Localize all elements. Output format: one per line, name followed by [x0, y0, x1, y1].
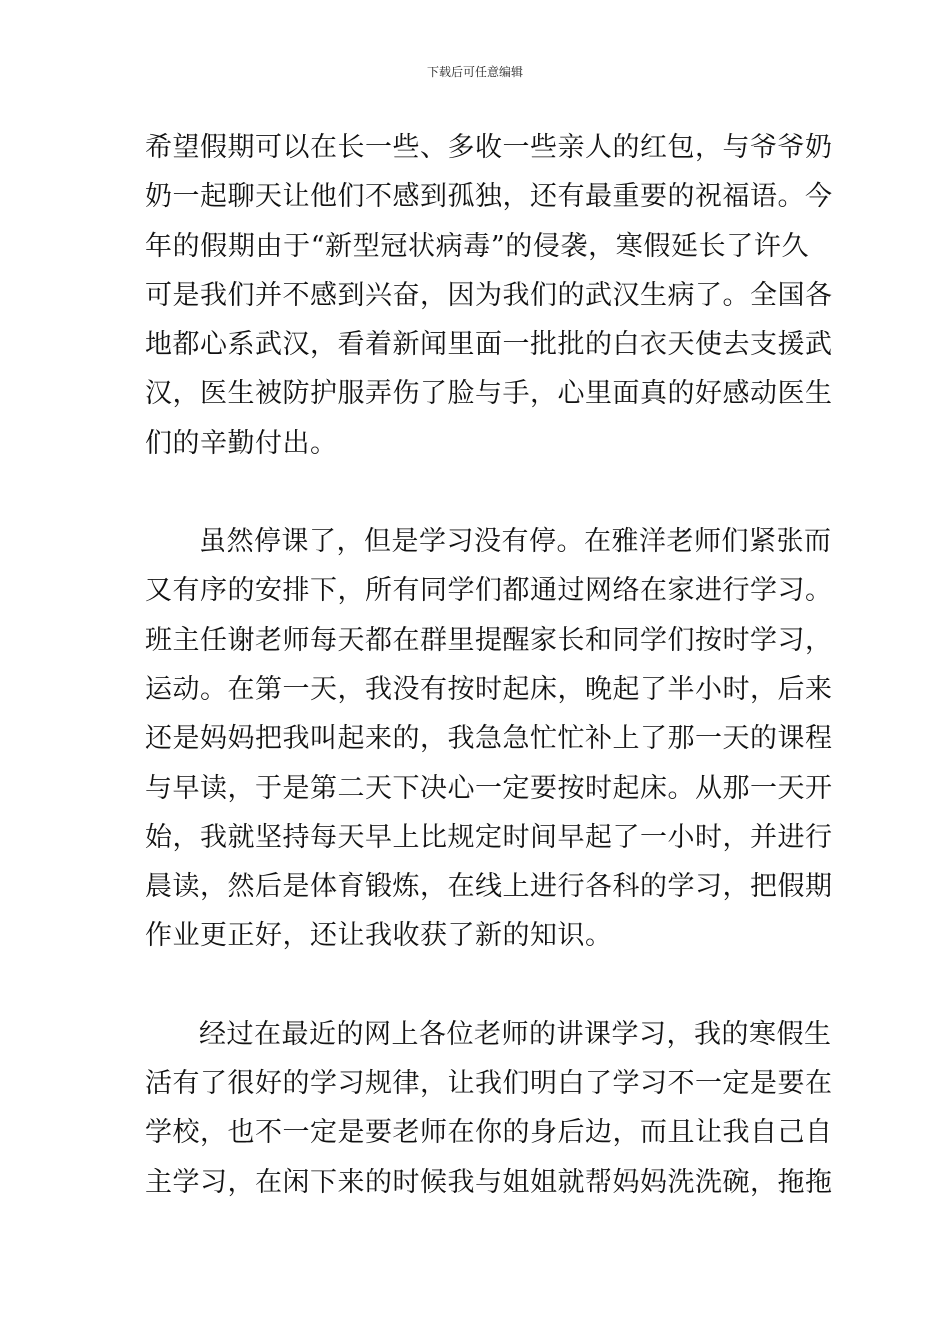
text-line: 晨读，然后是体育锻炼，在线上进行各科的学习，把假期 — [145, 871, 833, 903]
text-line: 汉，医生被防护服弄伤了脸与手，心里面真的好感动医生 — [145, 378, 833, 410]
text-line: 们的辛勤付出。 — [145, 427, 338, 459]
text-line: 还是妈妈把我叫起来的，我急急忙忙补上了那一天的课程 — [145, 723, 833, 755]
paragraph-gap — [145, 468, 809, 517]
text-line: 始，我就坚持每天早上比规定时间早起了一小时，并进行 — [145, 821, 833, 853]
page-header: 下载后可任意编辑 — [426, 65, 523, 79]
text-line: 地都心系武汉，看着新闻里面一批批的白衣天使去支援武 — [145, 329, 833, 361]
paragraph-1 — [145, 123, 833, 468]
document-body — [145, 123, 833, 1207]
text-line: 主学习，在闲下来的时候我与姐姐就帮妈妈洗洗碗，拖拖 — [145, 1166, 833, 1198]
paragraph-gap — [145, 961, 809, 1010]
text-line: 与早读，于是第二天下决心一定要按时起床。从那一天开 — [145, 772, 833, 804]
text-line: 运动。在第一天，我没有按时起床，晚起了半小时，后来 — [145, 673, 833, 705]
text-line: 活有了很好的学习规律，让我们明白了学习不一定是要在 — [145, 1068, 833, 1100]
text-line: 虽然停课了，但是学习没有停。在雅洋老师们紧张而 — [199, 526, 832, 558]
text-line: 奶一起聊天让他们不感到孤独，还有最重要的祝福语。今 — [145, 181, 833, 213]
text-line: 又有序的安排下，所有同学们都通过网络在家进行学习。 — [145, 575, 833, 607]
paragraph-3 — [145, 1010, 833, 1207]
text-line: 希望假期可以在长一些、多收一些亲人的红包，与爷爷奶 — [145, 132, 833, 163]
text-line: 可是我们并不感到兴奋，因为我们的武汉生病了。全国各 — [145, 279, 833, 311]
text-line: 作业更正好，还让我收获了新的知识。 — [145, 920, 613, 952]
text-line: 学校，也不一定是要老师在你的身后边，而且让我自己自 — [145, 1117, 833, 1149]
text-line: 班主任谢老师每天都在群里提醒家长和同学们按时学习， — [145, 624, 833, 656]
text-line: 经过在最近的网上各位老师的讲课学习，我的寒假生 — [199, 1018, 832, 1050]
paragraph-2 — [145, 517, 833, 961]
text-line: 年的假期由于“新型冠状病毒”的侵袭，寒假延长了许久 — [145, 230, 809, 262]
